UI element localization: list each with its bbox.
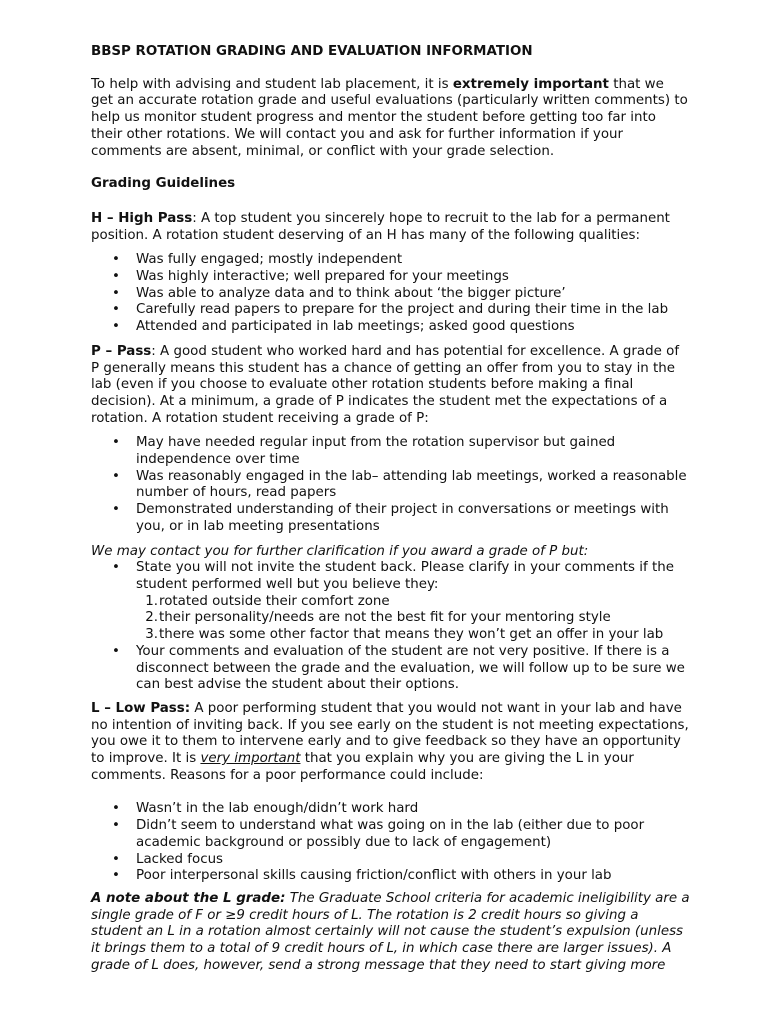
item-text: there was some other factor that means they won’t get an offer in your lab — [159, 627, 664, 643]
list-item: • May have needed regular input from the rotation supervisor but gained independence over time — [91, 435, 690, 468]
low-pass-text-end: that you explain why you are giving the L in your comments. Reasons for a poor performance could include: — [91, 751, 634, 783]
list-item: • Your comments and evaluation of the student are not very positive. If there is a disconnect between the grade and the evaluation, we will follow up to be sure we can best advise the student about their options. — [91, 644, 690, 694]
intro-paragraph — [91, 77, 690, 161]
numbered-item — [91, 610, 690, 627]
pass-paragraph — [91, 344, 690, 428]
low-pass-reasons-list — [91, 801, 690, 885]
list-item: • Was able to analyze data and to think about ‘the bigger picture’ — [91, 286, 690, 303]
item-number: 2. — [145, 610, 158, 626]
list-item: • Was highly interactive; well prepared for your meetings — [91, 269, 690, 286]
high-pass-text: : A top student you sincerely hope to recruit to the lab for a permanent position. A rotation student deserving of an H has many of the following qualities: — [91, 210, 670, 243]
list-item: • Was fully engaged; mostly independent — [91, 252, 690, 269]
list-item: • Didn’t seem to understand what was going on in the lab (either due to poor academic background or possibly due to lack of engagement) — [91, 818, 690, 851]
list-item: • Was reasonably engaged in the lab– attending lab meetings, worked a reasonable number of hours, read papers — [91, 469, 690, 502]
list-item — [91, 560, 690, 644]
low-pass-paragraph — [91, 701, 690, 785]
numbered-item — [91, 627, 690, 644]
clarification-note: We may contact you for further clarification if you award a grade of P but: — [91, 543, 589, 559]
item-number: 3. — [145, 627, 158, 643]
l-grade-note-paragraph — [91, 891, 690, 975]
item-text: rotated outside their comfort zone — [159, 593, 390, 609]
pass-qualities-list — [91, 435, 690, 535]
l-grade-note-label: A note about the L grade: — [91, 890, 286, 906]
l-grade-note-text: The Graduate School criteria for academic ineligibility are a single grade of F or ≥9 credit hours of L. The rotation is 2 credit hours so giving a student an L in a rotation almost certainly will not cause the student’s expulsion (unless it brings them to a total of 9 credit hours of L, in which case there are larger issues). A grade of L does, however, send a strong message that they need to start giving more — [91, 890, 690, 973]
list-item: • Poor interpersonal skills causing friction/conflict with others in your lab — [91, 868, 690, 885]
reasons-numbered-list — [91, 594, 690, 644]
low-pass-emphasis: very important — [200, 751, 301, 767]
item-text: their personality/needs are not the best fit for your mentoring style — [159, 610, 611, 626]
clarification-bullet-text: State you will not invite the student back. Please clarify in your comments if the student performed well but you believe they: — [136, 560, 674, 592]
list-item: • Lacked focus — [91, 852, 690, 869]
list-item: • Attended and participated in lab meetings; asked good questions — [91, 319, 690, 336]
list-item: • Carefully read papers to prepare for the project and during their time in the lab — [91, 302, 690, 319]
list-item: • Demonstrated understanding of their project in conversations or meetings with you, or in lab meeting presentations — [91, 502, 690, 535]
high-pass-qualities-list — [91, 252, 690, 336]
pass-text: : A good student who worked hard and has potential for excellence. A grade of P generally means this student has a chance of getting an offer from you to stay in the lab (even if you choose to evaluate other rotation students before making a final decision). At a minimum, a grade of P indicates the student met the expectations of a rotation. A rotation student receiving a grade of P: — [91, 343, 680, 426]
high-pass-paragraph — [91, 211, 690, 244]
clarification-list — [91, 560, 690, 694]
intro-text-start: To help with advising and student lab placement, it is — [91, 76, 453, 92]
high-pass-label: H – High Pass — [91, 210, 193, 226]
item-number: 1. — [145, 593, 158, 609]
intro-emphasis: extremely important — [452, 76, 609, 92]
grading-guidelines-heading: Grading Guidelines — [91, 176, 236, 192]
pass-label: P – Pass — [91, 343, 152, 359]
low-pass-label: L – Low Pass: — [91, 700, 191, 716]
document-title: BBSP ROTATION GRADING AND EVALUATION INFORMATION — [91, 44, 533, 59]
numbered-item — [91, 594, 690, 611]
low-pass-text-start: A poor performing student that you would not want in your lab and have no intention of inviting back. If you see early on the student is not meeting expectations, you owe it to them to intervene early and to give feedback so they have an opportunity to improve. It is — [91, 700, 689, 767]
list-item: • Wasn’t in the lab enough/didn’t work hard — [91, 801, 690, 818]
intro-text-end: that we get an accurate rotation grade and useful evaluations (particularly written comments) to help us monitor student progress and mentor the student before getting too far into their other rotations. We will contact you and ask for further information if your comments are absent, minimal, or conflict with your grade selection. — [91, 76, 688, 159]
